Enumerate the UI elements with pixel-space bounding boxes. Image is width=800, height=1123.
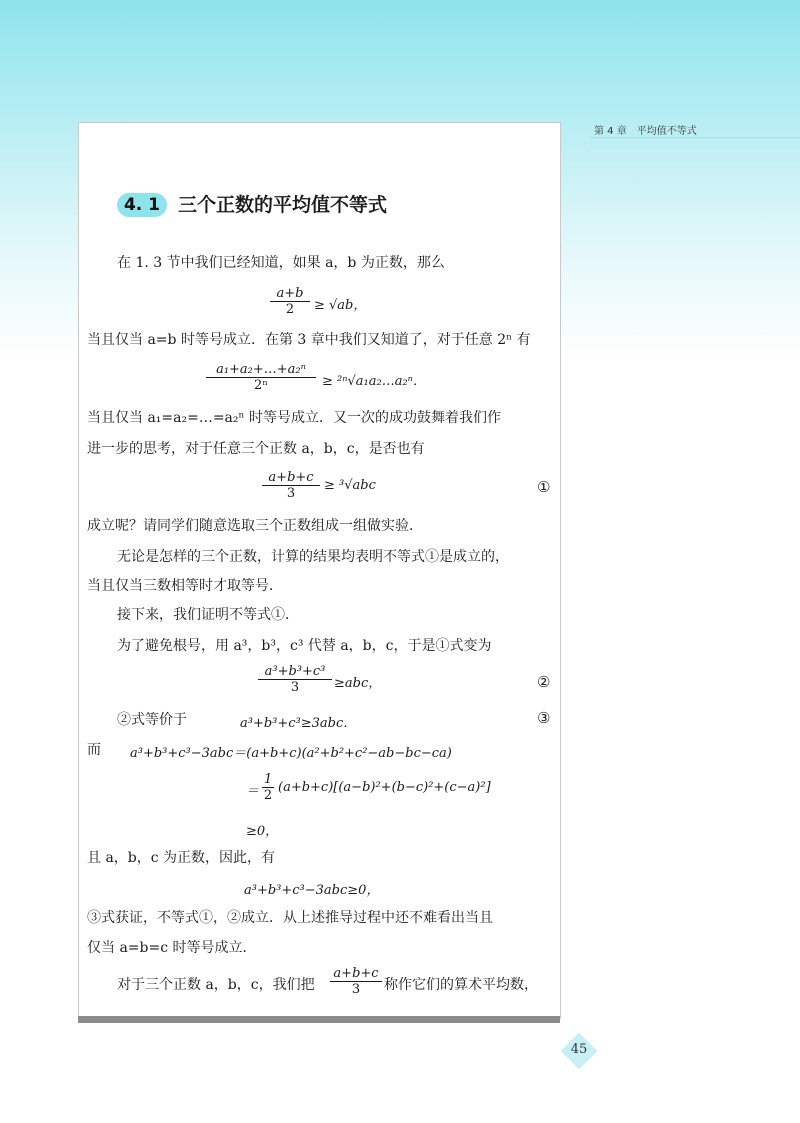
chapter-rule <box>590 137 800 138</box>
formula-1-rhs: ≥ √ab， <box>314 298 367 313</box>
formula-10-numerator: a+b+c <box>330 966 382 982</box>
formula-3-numerator: a+b+c <box>262 470 320 486</box>
formula-7-denominator: 2 <box>263 788 273 803</box>
page-number: 45 <box>570 1042 588 1057</box>
paragraph-15-end: 称作它们的算术平均数， <box>384 977 538 993</box>
formula-8: ≥0， <box>246 824 279 839</box>
formula-4-rhs: ≥abc， <box>334 676 382 691</box>
formula-5: a³+b³+c³≥3abc． <box>240 716 357 731</box>
paragraph-5: 成立呢？请同学们随意选取三个正数组成一组做实验． <box>87 518 423 534</box>
paragraph-13: ③式获证，不等式①，②成立．从上述推导过程中还不难看出当且 <box>87 910 493 926</box>
formula-7-numerator: 1 <box>264 772 273 787</box>
paragraph-10-label: ②式等价于 <box>117 712 187 728</box>
formula-1-denominator: 2 <box>285 302 295 317</box>
content-panel-bottom-bar <box>78 1016 560 1023</box>
formula-3-rhs: ≥ ³√abc <box>324 478 376 493</box>
chapter-rule-secondary <box>590 150 800 151</box>
paragraph-1: 在 1. 3 节中我们已经知道，如果 a，b 为正数，那么 <box>117 255 445 271</box>
section-number-badge: 4. 1 <box>117 193 167 217</box>
equation-number-3: ③ <box>537 709 551 727</box>
formula-4-numerator: a³+b³+c³ <box>258 664 332 680</box>
paragraph-7: 当且仅当三数相等时才取等号． <box>87 578 283 594</box>
formula-7-rhs: (a+b+c)[(a−b)²+(b−c)²+(c−a)²] <box>278 780 491 795</box>
paragraph-8: 接下来，我们证明不等式①． <box>117 607 299 623</box>
formula-10-denominator: 3 <box>351 982 361 997</box>
formula-1-numerator: a+b <box>270 286 310 302</box>
equation-number-2: ② <box>537 673 551 691</box>
paragraph-14: 仅当 a=b=c 时等号成立． <box>87 940 257 956</box>
paragraph-11-label: 而 <box>87 742 101 758</box>
paragraph-6: 无论是怎样的三个正数，计算的结果均表明不等式①是成立的， <box>117 549 509 565</box>
formula-4-denominator: 3 <box>290 680 300 695</box>
formula-3-denominator: 3 <box>286 486 296 501</box>
section-title: 三个正数的平均值不等式 <box>178 194 388 216</box>
formula-9: a³+b³+c³−3abc≥0， <box>244 883 380 898</box>
chapter-header: 第 4 章 平均值不等式 <box>594 126 697 137</box>
formula-2-numerator: a₁+a₂+…+a₂ⁿ <box>206 362 316 378</box>
paragraph-4: 进一步的思考，对于任意三个正数 a，b，c，是否也有 <box>87 441 425 457</box>
paragraph-15-start: 对于三个正数 a，b，c，我们把 <box>117 977 315 993</box>
formula-6: a³+b³+c³−3abc＝(a+b+c)(a²+b²+c²−ab−bc−ca) <box>130 746 452 761</box>
paragraph-9: 为了避免根号，用 a³，b³，c³ 代替 a，b，c，于是①式变为 <box>117 638 492 654</box>
paragraph-2: 当且仅当 a=b 时等号成立．在第 3 章中我们又知道了，对于任意 2ⁿ 有 <box>87 332 531 348</box>
formula-2-rhs: ≥ ²ⁿ√a₁a₂…a₂ⁿ． <box>322 374 426 389</box>
equation-number-1: ① <box>537 478 551 496</box>
formula-2-denominator: 2ⁿ <box>254 378 268 393</box>
paragraph-12: 且 a，b，c 为正数，因此，有 <box>87 850 276 866</box>
formula-7-equals: ＝ <box>246 784 260 799</box>
paragraph-3: 当且仅当 a₁=a₂=…=a₂ⁿ 时等号成立．又一次的成功鼓舞着我们作 <box>87 410 502 426</box>
